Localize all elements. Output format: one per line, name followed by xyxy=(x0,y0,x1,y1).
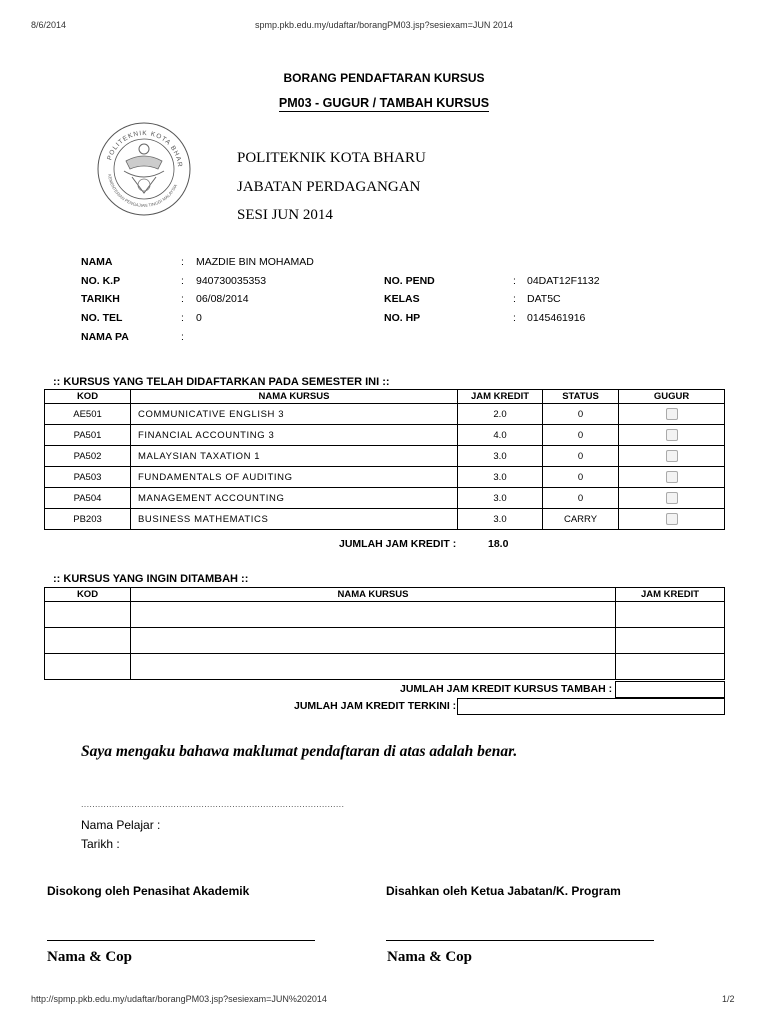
svg-text:POLITEKNIK KOTA BHARU: POLITEKNIK KOTA BHAR xyxy=(106,129,184,169)
status-cell: 0 xyxy=(543,446,619,467)
tarikh-value: 06/08/2014 xyxy=(196,293,249,305)
advisor-label: Disokong oleh Penasihat Akademik xyxy=(47,884,250,898)
form-subtitle: PM03 - GUGUR / TAMBAH KURSUS xyxy=(278,96,490,110)
kelas-label: KELAS xyxy=(384,293,420,305)
nama-cell: MANAGEMENT ACCOUNTING xyxy=(131,488,458,509)
nama-cell: FUNDAMENTALS OF AUDITING xyxy=(131,467,458,488)
gugur-checkbox[interactable] xyxy=(666,513,678,525)
table-row xyxy=(45,654,725,680)
table-row xyxy=(45,425,725,446)
advisor-nama-cop: Nama & Cop xyxy=(47,949,132,965)
tel-value: 0 xyxy=(196,312,202,324)
institution-name: POLITEKNIK KOTA BHARU xyxy=(237,150,426,166)
jam-cell: 2.0 xyxy=(458,404,543,425)
head-nama-cop: Nama & Cop xyxy=(387,949,472,965)
tarikh-label: TARIKH xyxy=(81,293,120,305)
table-row xyxy=(45,446,725,467)
status-cell: CARRY xyxy=(543,509,619,530)
registered-table xyxy=(44,389,725,530)
gugur-cell xyxy=(619,446,725,467)
polytechnic-logo xyxy=(96,121,192,217)
total-terkini-box xyxy=(457,698,725,715)
add-heading: :: KURSUS YANG INGIN DITAMBAH :: xyxy=(53,573,249,585)
jam-cell: 3.0 xyxy=(458,467,543,488)
col-nama-kursus: NAMA KURSUS xyxy=(131,390,458,404)
table-row xyxy=(45,628,725,654)
kod-cell: PA502 xyxy=(45,446,131,467)
col-jam-kredit: JAM KREDIT xyxy=(616,588,725,602)
jam-input-cell[interactable] xyxy=(616,602,725,628)
gugur-checkbox[interactable] xyxy=(666,492,678,504)
table-header-row xyxy=(45,390,725,404)
jam-input-cell[interactable] xyxy=(616,628,725,654)
col-kod: KOD xyxy=(45,588,131,602)
form-title: BORANG PENDAFTARAN KURSUS xyxy=(283,71,485,85)
col-status: STATUS xyxy=(543,390,619,404)
nama-cell: BUSINESS MATHEMATICS xyxy=(131,509,458,530)
kp-label: NO. K.P xyxy=(81,275,121,287)
status-cell: 0 xyxy=(543,425,619,446)
signature-dots: .............................................................................................. xyxy=(81,799,345,809)
nama-pelajar-label: Nama Pelajar : xyxy=(81,818,161,832)
table-row xyxy=(45,467,725,488)
jam-cell: 3.0 xyxy=(458,509,543,530)
jam-input-cell[interactable] xyxy=(616,654,725,680)
nama-input-cell[interactable] xyxy=(131,602,616,628)
advisor-signature-line xyxy=(47,940,315,941)
add-table xyxy=(44,587,725,680)
department-name: JABATAN PERDAGANGAN xyxy=(237,179,421,195)
total-tambah-box xyxy=(615,681,725,698)
nama-input-cell[interactable] xyxy=(131,654,616,680)
tarikh-label: Tarikh : xyxy=(81,837,120,851)
kod-cell: PB203 xyxy=(45,509,131,530)
gugur-checkbox[interactable] xyxy=(666,429,678,441)
pa-label: NAMA PA xyxy=(81,331,129,343)
gugur-checkbox[interactable] xyxy=(666,408,678,420)
total-kredit-value: 18.0 xyxy=(488,538,509,550)
col-nama-kursus: NAMA KURSUS xyxy=(131,588,616,602)
head-signature-line xyxy=(386,940,654,941)
session-name: SESI JUN 2014 xyxy=(237,207,333,223)
colon: : xyxy=(513,312,516,324)
col-jam-kredit: JAM KREDIT xyxy=(458,390,543,404)
total-terkini-label: JUMLAH JAM KREDIT TERKINI : xyxy=(294,700,457,712)
table-row xyxy=(45,602,725,628)
hp-value: 0145461916 xyxy=(527,312,586,324)
kp-value: 940730035353 xyxy=(196,275,267,287)
jam-cell: 3.0 xyxy=(458,446,543,467)
kod-cell: PA501 xyxy=(45,425,131,446)
gugur-cell xyxy=(619,425,725,446)
kelas-value: DAT5C xyxy=(527,293,561,305)
print-date: 8/6/2014 xyxy=(31,20,67,30)
status-cell: 0 xyxy=(543,488,619,509)
nama-cell: FINANCIAL ACCOUNTING 3 xyxy=(131,425,458,446)
pend-value: 04DAT12F1132 xyxy=(527,275,600,287)
colon: : xyxy=(513,293,516,305)
print-url: spmp.pkb.edu.my/udaftar/borangPM03.jsp?sesiexam=JUN 2014 xyxy=(255,20,513,30)
gugur-cell xyxy=(619,509,725,530)
gugur-cell xyxy=(619,467,725,488)
kod-cell: PA503 xyxy=(45,467,131,488)
gugur-cell xyxy=(619,488,725,509)
jam-cell: 4.0 xyxy=(458,425,543,446)
nama-label: NAMA xyxy=(81,256,113,268)
total-kredit-label: JUMLAH JAM KREDIT : xyxy=(339,538,457,550)
tel-label: NO. TEL xyxy=(81,312,123,324)
colon: : xyxy=(181,312,184,324)
colon: : xyxy=(181,331,184,343)
registered-heading: :: KURSUS YANG TELAH DIDAFTARKAN PADA SEMESTER INI :: xyxy=(53,376,390,388)
kod-input-cell[interactable] xyxy=(45,628,131,654)
nama-value: MAZDIE BIN MOHAMAD xyxy=(196,256,314,268)
colon: : xyxy=(181,293,184,305)
gugur-cell xyxy=(619,404,725,425)
col-gugur: GUGUR xyxy=(619,390,725,404)
colon: : xyxy=(181,256,184,268)
table-header-row xyxy=(45,588,725,602)
hp-label: NO. HP xyxy=(384,312,421,324)
kod-cell: AE501 xyxy=(45,404,131,425)
colon: : xyxy=(181,275,184,287)
kod-cell: PA504 xyxy=(45,488,131,509)
pend-label: NO. PEND xyxy=(384,275,435,287)
col-kod: KOD xyxy=(45,390,131,404)
colon: : xyxy=(513,275,516,287)
table-row xyxy=(45,488,725,509)
kod-input-cell[interactable] xyxy=(45,654,131,680)
declaration-text: Saya mengaku bahawa maklumat pendaftaran di atas adalah benar. xyxy=(81,743,518,760)
nama-input-cell[interactable] xyxy=(131,628,616,654)
print-footer-url: http://spmp.pkb.edu.my/udaftar/borangPM03.jsp?sesiexam=JUN%202014 xyxy=(31,994,327,1004)
table-row xyxy=(45,509,725,530)
print-page-number: 1/2 xyxy=(722,994,735,1004)
total-tambah-label: JUMLAH JAM KREDIT KURSUS TAMBAH : xyxy=(400,683,613,695)
status-cell: 0 xyxy=(543,404,619,425)
svg-text:KEMENTERIAN PENGAJIAN TINGGI M: KEMENTERIAN PENGAJIAN TINGGI MALAYSIA xyxy=(107,173,179,209)
kod-input-cell[interactable] xyxy=(45,602,131,628)
head-label: Disahkan oleh Ketua Jabatan/K. Program xyxy=(386,884,621,898)
gugur-checkbox[interactable] xyxy=(666,450,678,462)
jam-cell: 3.0 xyxy=(458,488,543,509)
gugur-checkbox[interactable] xyxy=(666,471,678,483)
nama-cell: COMMUNICATIVE ENGLISH 3 xyxy=(131,404,458,425)
nama-cell: MALAYSIAN TAXATION 1 xyxy=(131,446,458,467)
table-row xyxy=(45,404,725,425)
status-cell: 0 xyxy=(543,467,619,488)
